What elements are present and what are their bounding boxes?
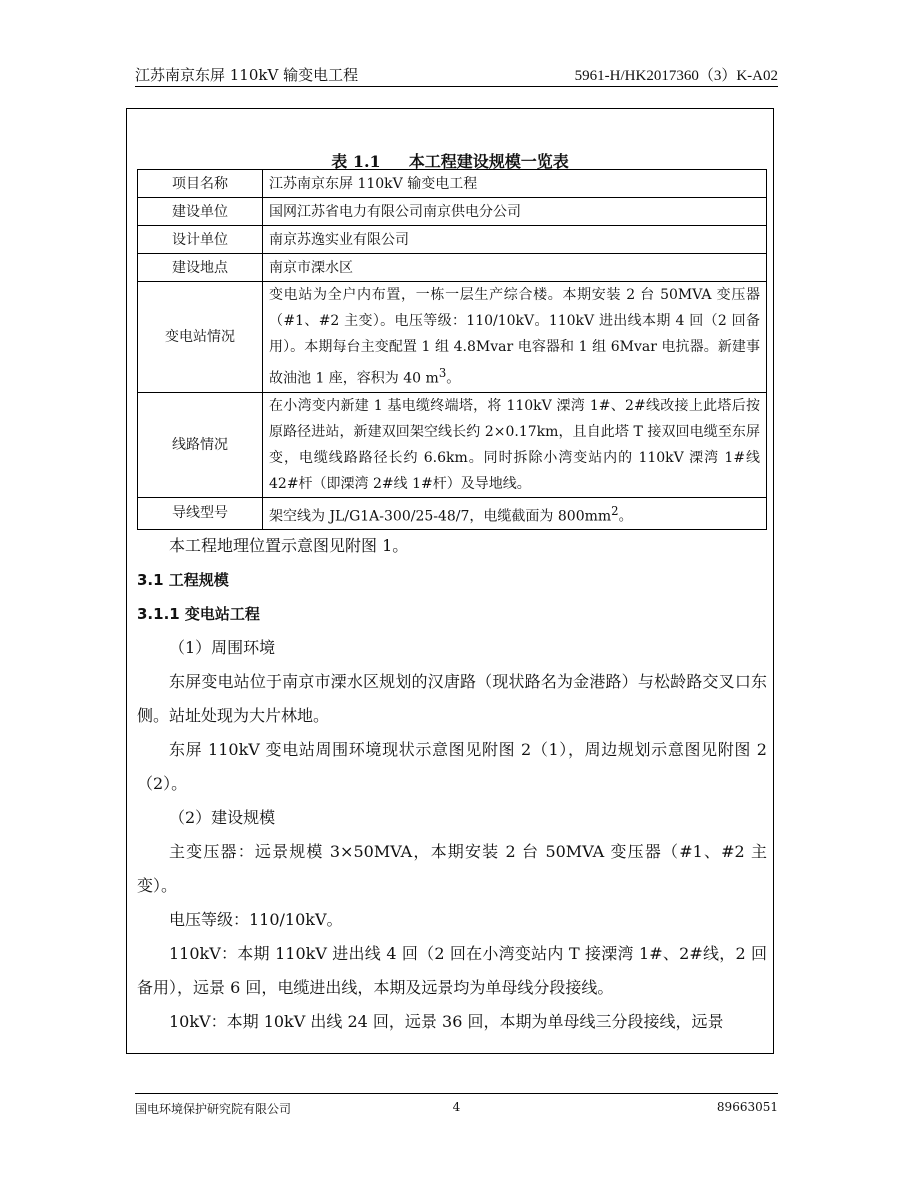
table-row [138,254,767,282]
row-value: 在小湾变内新建 1 基电缆终端塔，将 110kV 溧湾 1#、2#线改接上此塔后按原路径进站，新建双回架空线长约 2×0.17km，且自此塔 T 接双回电缆至东屏变，电缆线路路径长约 6.6km。同时拆除小湾变站内的 110kV 溧湾 1#线 42#杆（即溧湾 2#线 1#杆）及导地线。 [263,392,767,497]
value-tail: 。 [446,370,461,387]
conductor-description: 架空线为 JL/G1A-300/25-48/7，电缆截面为 800mm [269,508,612,525]
table-title: 本工程建设规模一览表 [408,152,569,171]
paragraph: （2）建设规模 [169,808,276,827]
superscript: 2 [611,503,619,518]
paragraph: 电压等级：110/10kV。 [169,910,343,929]
paragraph: 10kV：本期 10kV 出线 24 回，远景 36 回，本期为单母线三分段接线，远景 [169,1012,724,1031]
row-value: 南京苏逸实业有限公司 [263,226,767,254]
paragraph: 东屏 110kV 变电站周围环境现状示意图见附图 2（1），周边规划示意图见附图 2（2）。 [137,740,767,793]
paragraph: 110kV：本期 110kV 进出线 4 回（2 回在小湾变站内 T 接溧湾 1#、2#线，2 回备用），远景 6 回，电缆进出线，本期及远景均为单母线分段接线。 [137,944,767,997]
page-footer [135,1093,778,1120]
section-heading: 3.1 工程规模 [137,571,229,589]
row-value: 国网江苏省电力有限公司南京供电分公司 [263,198,767,226]
paragraph: （1）周围环境 [169,638,276,657]
footer-organization: 国电环境保护研究院有限公司 [135,1102,292,1116]
table-row [138,198,767,226]
row-value [263,497,767,530]
page-number: 4 [452,1100,461,1114]
substation-description: 变电站为全户内布置，一栋一层生产综合楼。本期安装 2 台 50MVA 变压器（#1、#2 主变）。电压等级：110/10kV。110kV 进出线本期 4 回（2 回备用）。本期每台主变配置 1 组 4.8Mvar 电容器和 1 组 6Mvar 电抗器。新建事故油池 1 座，容积为 40 m [269,287,760,387]
row-label: 建设单位 [138,198,263,226]
superscript: 3 [438,366,447,380]
table-row [138,170,767,198]
row-label: 线路情况 [138,392,263,497]
table-number: 表 1.1 [331,152,381,171]
content-frame [126,108,774,1054]
value-tail: 。 [618,508,633,525]
row-value: 南京市溧水区 [263,254,767,282]
project-scale-table [137,169,767,530]
paragraph: 本工程地理位置示意图见附图 1。 [169,536,409,555]
paragraph: 东屏变电站位于南京市溧水区规划的汉唐路（现状路名为金港路）与松龄路交叉口东侧。站址处现为大片林地。 [137,672,767,725]
row-label: 建设地点 [138,254,263,282]
row-value [263,282,767,393]
footer-phone: 89663051 [716,1100,778,1114]
paragraph: 主变压器：远景规模 3×50MVA，本期安装 2 台 50MVA 变压器（#1、#2 主变）。 [137,842,767,895]
page-header [135,64,778,87]
row-label: 项目名称 [138,170,263,198]
table-row [138,226,767,254]
row-label: 导线型号 [138,497,263,530]
table-row [138,497,767,530]
table-row [138,392,767,497]
table-row [138,282,767,393]
header-document-code: 5961-H/HK2017360（3）K-A02 [574,68,778,84]
subsection-heading: 3.1.1 变电站工程 [137,605,260,623]
row-label: 设计单位 [138,226,263,254]
row-value: 江苏南京东屏 110kV 输变电工程 [263,170,767,198]
header-project-title: 江苏南京东屏 110kV 输变电工程 [135,66,359,84]
row-label: 变电站情况 [138,282,263,393]
